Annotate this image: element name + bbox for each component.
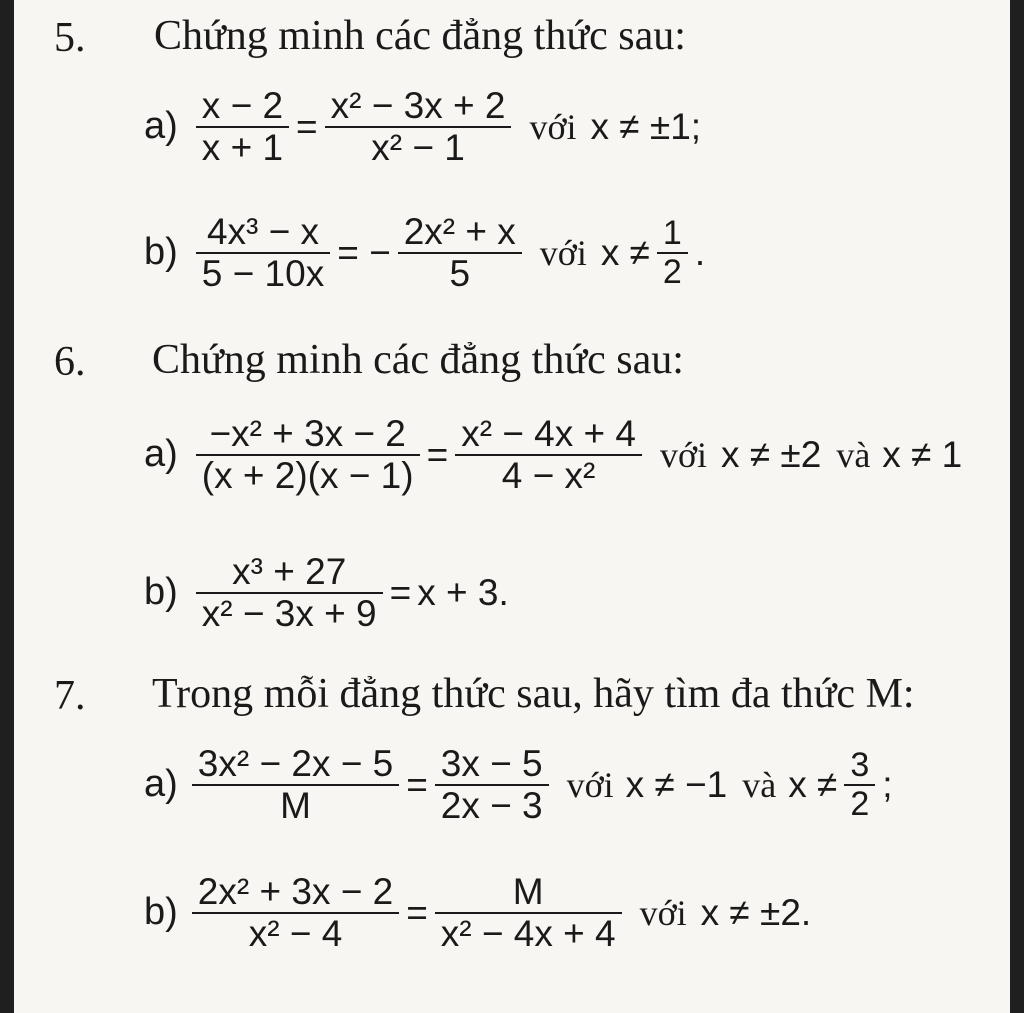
- part-label: a): [144, 105, 178, 148]
- fraction-rhs: [325, 86, 512, 168]
- fraction-rhs: [435, 744, 549, 826]
- textbook-page: [14, 0, 1010, 1013]
- condition: x ≠ ±1;: [590, 105, 702, 147]
- fraction-rhs: [455, 414, 642, 496]
- denominator: (x + 2)(x − 1): [201, 454, 414, 496]
- numerator: M: [512, 871, 544, 912]
- condition-word: với: [539, 232, 587, 273]
- equals-minus-sign: = −: [337, 231, 391, 273]
- condition: x ≠ ±2.: [700, 891, 812, 933]
- equals-sign: =: [406, 891, 428, 933]
- equals-sign: =: [296, 105, 318, 147]
- condition-and: và: [836, 434, 871, 475]
- denominator: x² − 1: [371, 126, 465, 168]
- fraction-rhs: [435, 872, 622, 954]
- condition-word: với: [529, 106, 577, 147]
- condition-fraction: [844, 747, 875, 822]
- condition-and: và: [742, 764, 777, 805]
- fraction-rhs: [398, 212, 522, 294]
- denominator: x² − 4: [248, 912, 343, 954]
- problem-5a: [144, 86, 704, 168]
- problem-6b: [144, 552, 512, 634]
- numerator: 4x³ − x: [206, 211, 320, 252]
- condition-word: với: [566, 764, 614, 805]
- denominator: 2x − 3: [440, 784, 543, 826]
- numerator: 3x² − 2x − 5: [197, 743, 394, 784]
- numerator: 3: [850, 746, 870, 785]
- denominator: 5 − 10x: [201, 252, 325, 294]
- problem-6-number: 6.: [54, 339, 86, 385]
- denominator: x + 1: [201, 126, 284, 168]
- numerator: x² − 3x + 2: [330, 85, 506, 126]
- numerator: x³ + 27: [232, 551, 347, 592]
- condition: x ≠ −1: [625, 763, 728, 805]
- problem-6a: [144, 414, 965, 496]
- problem-5b: [144, 212, 708, 294]
- problem-7-heading: Trong mỗi đẳng thức sau, hãy tìm đa thức M:: [152, 671, 915, 717]
- part-label: b): [144, 571, 178, 614]
- problem-6-heading: Chứng minh các đẳng thức sau:: [152, 337, 684, 383]
- part-label: b): [144, 231, 178, 274]
- numerator: 3x − 5: [440, 743, 543, 784]
- numerator: −x² + 3x − 2: [209, 413, 406, 454]
- denominator: 5: [449, 252, 471, 294]
- rhs-expression: x + 3.: [417, 571, 509, 613]
- condition: x ≠ ±2: [721, 433, 822, 475]
- problem-5-number: 5.: [54, 15, 86, 61]
- equals-sign: =: [406, 763, 428, 805]
- numerator: x² − 4x + 4: [461, 413, 636, 454]
- fraction-lhs: [196, 552, 383, 634]
- fraction-lhs: [196, 86, 289, 168]
- problem-7-number: 7.: [54, 673, 86, 719]
- problem-5-heading: Chứng minh các đẳng thức sau:: [154, 13, 686, 59]
- fraction-lhs: [192, 872, 399, 954]
- numerator: 2x² + 3x − 2: [197, 871, 394, 912]
- numerator: 1: [662, 214, 682, 253]
- numerator: x − 2: [201, 85, 284, 126]
- fraction-lhs: [196, 414, 420, 496]
- denominator: x² − 4x + 4: [440, 912, 616, 954]
- numerator: 2x² + x: [403, 211, 516, 252]
- condition-end: .: [694, 231, 706, 273]
- condition-word: với: [660, 434, 708, 475]
- denominator: 2: [850, 784, 870, 823]
- part-label: a): [144, 433, 178, 476]
- condition-lhs: x ≠: [600, 231, 650, 273]
- equals-sign: =: [389, 571, 412, 613]
- fraction-lhs: [196, 212, 330, 294]
- condition-fraction: [657, 215, 688, 290]
- fraction-lhs: [192, 744, 399, 826]
- condition-word: với: [639, 892, 687, 933]
- denominator: 4 − x²: [501, 454, 596, 496]
- denominator: 2: [662, 252, 682, 291]
- denominator: M: [280, 784, 311, 826]
- part-label: a): [144, 763, 178, 806]
- part-label: b): [144, 891, 178, 934]
- problem-7b: [144, 872, 814, 954]
- problem-7a: [144, 744, 896, 826]
- condition-2: x ≠ 1: [882, 433, 963, 475]
- denominator: x² − 3x + 9: [201, 592, 377, 634]
- equals-sign: =: [426, 433, 449, 475]
- condition-end: ;: [882, 763, 893, 805]
- condition-lhs: x ≠: [788, 763, 838, 805]
